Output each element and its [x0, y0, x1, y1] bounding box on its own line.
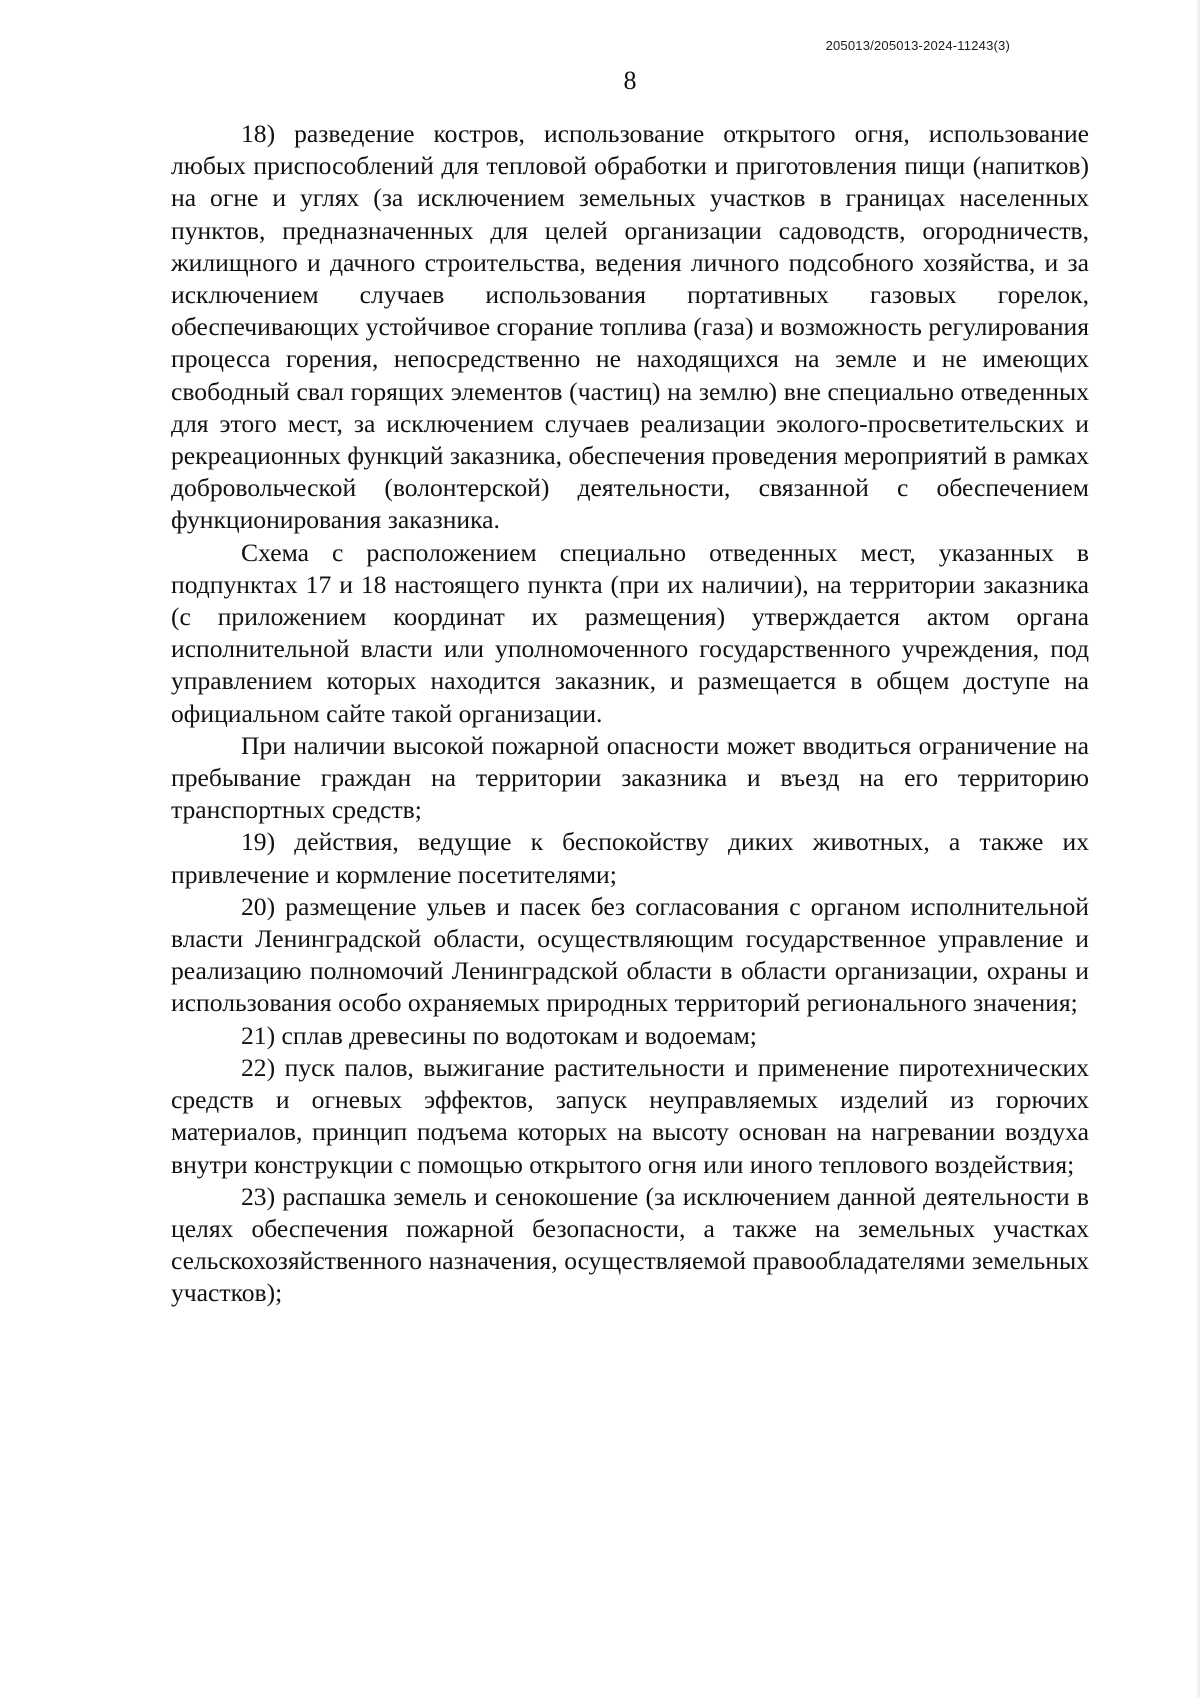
paragraph-item-23: 23) распашка земель и сенокошение (за исключением данной деятельности в целях обеспечения пожарной безопасности, а также на земельных участках сельскохозяйственного назначения, осуществляемой правообладателями земельных участков); — [171, 1181, 1089, 1308]
paragraph-item-22: 22) пуск палов, выжигание растительности и применение пиротехнических средств и огневых эффектов, запуск неуправляемых изделий из горючих материалов, принцип подъема которых на высоту основан на нагревании воздуха внутри конструкции с помощью открытого огня или иного теплового воздействия; — [171, 1052, 1089, 1179]
paragraph-scheme: Схема с расположением специально отведенных мест, указанных в подпунктах 17 и 18 настоящего пункта (при их наличии), на территории заказника (с приложением координат их размещения) утверждается актом органа исполнительной власти или уполномоченного государственного учреждения, под управлением которых находится заказник, и размещается в общем доступе на официальном сайте такой организации. — [171, 537, 1089, 728]
paragraph-fire-danger: При наличии высокой пожарной опасности может вводиться ограничение на пребывание граждан на территории заказника и въезд на его территорию транспортных средств; — [171, 730, 1089, 825]
document-body — [171, 118, 1089, 1310]
paragraph-item-21: 21) сплав древесины по водотокам и водоемам; — [241, 1020, 757, 1050]
document-id: 205013/205013-2024-11243(3) — [825, 38, 1010, 53]
page-number: 8 — [623, 66, 637, 95]
scan-edge — [1196, 0, 1200, 1697]
paragraph-item-18: 18) разведение костров, использование открытого огня, использование любых приспособлений для тепловой обработки и приготовления пищи (напитков) на огне и углях (за исключением земельных участков в границах населенных пунктов, предназначенных для целей организации садоводств, огородничеств, жилищного и дачного строительства, ведения личного подсобного хозяйства, и за исключением случаев использования портативных газовых горелок, обеспечивающих устойчивое сгорание топлива (газа) и возможность регулирования процесса горения, непосредственно не находящихся на земле и не имеющих свободный свал горящих элементов (частиц) на землю) вне специально отведенных для этого мест, за исключением случаев реализации эколого-просветительских и рекреационных функций заказника, обеспечения проведения мероприятий в рамках добровольческой (волонтерской) деятельности, связанной с обеспечением функционирования заказника. — [171, 119, 1089, 535]
paragraph-item-20: 20) размещение ульев и пасек без согласования с органом исполнительной власти Ленинградской области, осуществляющим государственное управление и реализацию полномочий Ленинградской области в области организации, охраны и использования особо охраняемых природных территорий регионального значения; — [171, 891, 1089, 1018]
paragraph-item-19: 19) действия, ведущие к беспокойству диких животных, а также их привлечение и кормление посетителями; — [171, 827, 1089, 889]
